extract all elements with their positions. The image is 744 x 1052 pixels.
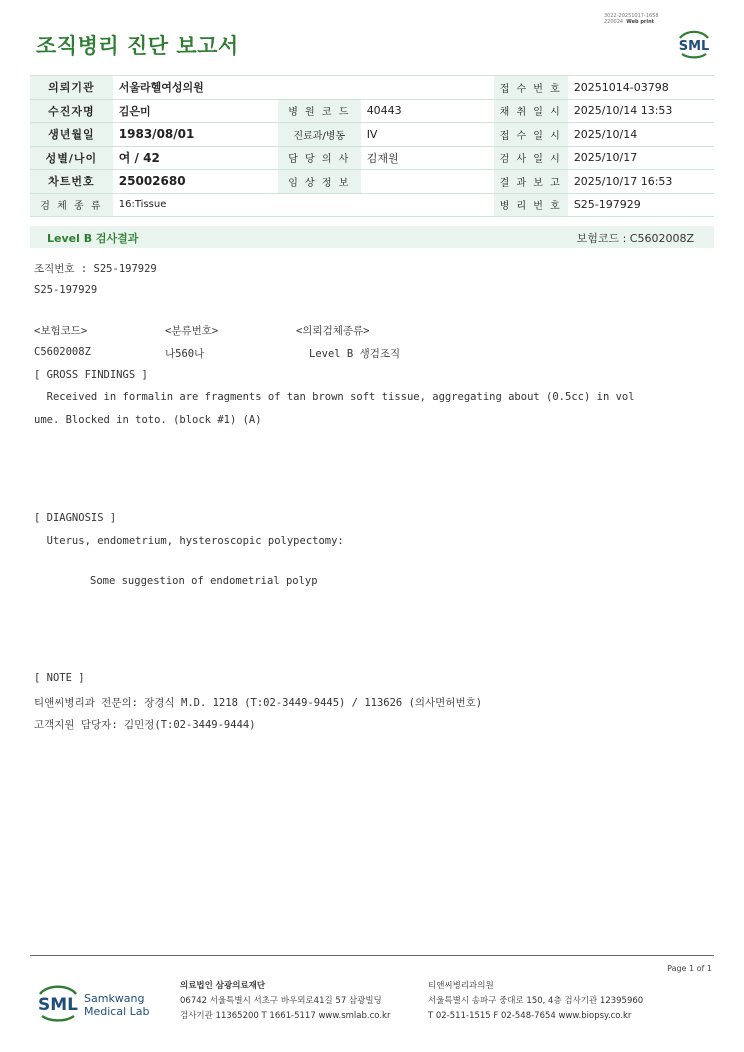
exam-label: 검 사 일 시 — [494, 146, 568, 170]
sex-age-label: 성별/나이 — [30, 146, 113, 170]
doctor-value: 김재원 — [361, 146, 494, 170]
report-label: 결 과 보 고 — [494, 170, 568, 194]
chart-value: 25002680 — [113, 170, 278, 194]
requester-label: 의뢰기관 — [30, 76, 113, 100]
path-no-value: S25-197929 — [568, 193, 714, 217]
footer-logo-name2: Medical Lab — [84, 1005, 150, 1018]
report-title: 조직병리 진단 보고서 — [36, 34, 239, 58]
table-row — [30, 76, 714, 100]
table-row — [30, 170, 714, 194]
footer-divider — [30, 955, 714, 956]
page-indicator: Page 1 of 1 — [667, 964, 712, 973]
gross-findings-line1: Received in formalin are fragments of tan brown soft tissue, aggregating about (0.5cc) in vol — [34, 391, 635, 403]
section-title: Level B 검사결과 — [47, 232, 139, 245]
logo-text: SML — [678, 39, 710, 54]
insurance-code-value: C5602008Z — [34, 346, 91, 358]
document-id — [604, 13, 659, 25]
note-support-contact: 고객지원 담당자: 김민정(T:02-3449-9444) — [34, 719, 256, 731]
receipt-no-value: 20251014-03798 — [568, 76, 714, 100]
footer-clinic-info — [428, 979, 643, 1024]
insurance-code: 보험코드 : C5602008Z — [576, 232, 694, 245]
exam-value: 2025/10/17 — [568, 146, 714, 170]
received-label: 접 수 일 시 — [494, 123, 568, 147]
received-value: 2025/10/14 — [568, 123, 714, 147]
sml-logo-icon — [674, 26, 714, 62]
footer-logo-name1: Samkwang — [84, 992, 145, 1005]
ward-code-label: 병 원 코 드 — [278, 99, 361, 123]
collected-value: 2025/10/14 13:53 — [568, 99, 714, 123]
ward-code-value: 40443 — [361, 99, 494, 123]
patient-value: 김은미 — [113, 99, 278, 123]
web-print-label: Web print — [626, 19, 655, 25]
specimen-type-header: <의뢰검체종류> — [296, 325, 370, 337]
dept-value: IV — [361, 123, 494, 147]
doctor-label: 담 당 의 사 — [278, 146, 361, 170]
footer-clinic-title: 티앤씨병리과의원 — [428, 981, 494, 991]
diagnosis-result: Some suggestion of endometrial polyp — [90, 575, 318, 587]
requester-value: 서울라헬여성의원 — [113, 76, 494, 100]
dob-label: 생년월일 — [30, 123, 113, 147]
table-row — [30, 123, 714, 147]
table-row — [30, 193, 714, 217]
footer-company-address: 06742 서울특별시 서초구 바우뫼로41길 57 삼광빌딩 — [180, 996, 382, 1006]
gross-findings-line2: ume. Blocked in toto. (block #1) (A) — [34, 414, 262, 426]
document-id-line2: 220024 — [604, 19, 624, 25]
specimen-type-value: Level B 생검조직 — [309, 348, 401, 360]
footer-clinic-contact: T 02-511-1515 F 02-548-7654 www.biopsy.co.kr — [428, 1011, 632, 1021]
footer-clinic-address: 서울특별시 송파구 중대로 150, 4층 검사기관 12395960 — [428, 996, 644, 1006]
note-title: [ NOTE ] — [34, 672, 85, 684]
gross-findings-title: [ GROSS FINDINGS ] — [34, 369, 148, 381]
chart-label: 차트번호 — [30, 170, 113, 194]
footer-logo-sml: SML — [38, 995, 78, 1015]
insurance-code-header: <보험코드> — [34, 325, 88, 337]
collected-label: 채 취 일 시 — [494, 99, 568, 123]
footer-company-info — [180, 979, 390, 1024]
table-row — [30, 146, 714, 170]
note-pathologist: 티앤씨병리과 전문의: 장경식 M.D. 1218 (T:02-3449-9445) / 113626 (의사면허번호) — [34, 697, 483, 709]
diagnosis-title: [ DIAGNOSIS ] — [34, 512, 117, 524]
result-section-header — [30, 226, 714, 248]
report-value: 2025/10/17 16:53 — [568, 170, 714, 194]
patient-info-table — [30, 75, 714, 217]
receipt-no-label: 접 수 번 호 — [494, 76, 568, 100]
path-no-label: 병 리 번 호 — [494, 193, 568, 217]
patient-label: 수진자명 — [30, 99, 113, 123]
clinical-label: 임 상 정 보 — [278, 170, 361, 194]
sex-age-value: 여 / 42 — [113, 146, 278, 170]
footer-company-title: 의료법인 삼광의료재단 — [180, 981, 266, 991]
clinical-value — [361, 170, 494, 194]
dept-label: 진료과/병동 — [278, 123, 361, 147]
diagnosis-line1: Uterus, endometrium, hysteroscopic polypectomy: — [34, 535, 344, 547]
dob-value: 1983/08/01 — [113, 123, 278, 147]
footer-company-contact: 검사기관 11365200 T 1661-5117 www.smlab.co.kr — [180, 1011, 391, 1021]
class-no-header: <분류번호> — [165, 325, 219, 337]
tissue-number: S25-197929 — [34, 284, 98, 296]
specimen-value: 16:Tissue — [113, 193, 494, 217]
samkwang-logo-icon — [36, 980, 171, 1028]
specimen-label: 검 체 종 류 — [30, 193, 113, 217]
class-no-value: 나560나 — [165, 348, 205, 360]
document-id-line1: 3022-20251017-1658 — [604, 13, 659, 19]
tissue-number-line: 조직번호 : S25-197929 — [34, 263, 157, 275]
table-row — [30, 99, 714, 123]
